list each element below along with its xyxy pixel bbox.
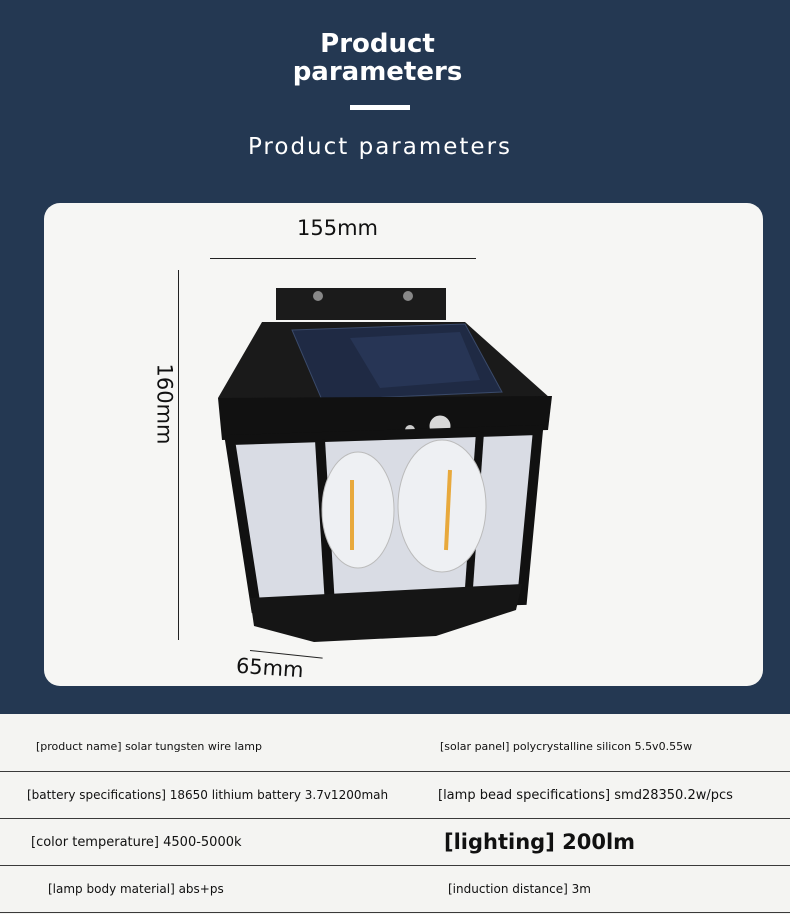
spec-lighting: [lighting] 200lm	[444, 830, 636, 854]
width-dimension-line	[210, 258, 476, 259]
spec-battery: [battery specifications] 18650 lithium battery 3.7v1200mah	[27, 788, 389, 802]
depth-dimension-label: 65mm	[235, 653, 305, 683]
spec-lamp-body-material: [lamp body material] abs+ps	[48, 882, 224, 896]
table-row	[0, 866, 790, 913]
spec-induction-distance: [induction distance] 3m	[448, 882, 591, 896]
page-title-line-2: parameters	[292, 57, 463, 87]
width-dimension-label: 155mm	[297, 216, 378, 240]
screw-icon	[313, 291, 323, 301]
spec-product-name: [product name] solar tungsten wire lamp	[36, 740, 262, 753]
height-dimension-label: 160mm	[152, 363, 177, 445]
spec-color-temperature: [color temperature] 4500-5000k	[31, 834, 242, 850]
page-subtitle: Product parameters	[247, 134, 513, 160]
title-underline	[350, 105, 410, 110]
table-row	[0, 819, 790, 866]
height-dimension-line	[178, 270, 179, 640]
specs-table	[0, 722, 790, 913]
page-title	[0, 30, 755, 86]
table-row	[0, 722, 790, 772]
screw-icon	[403, 291, 413, 301]
spec-solar-panel: [solar panel] polycrystalline silicon 5.5v0.55w	[440, 740, 693, 753]
page-title-line-1: Product	[320, 29, 435, 59]
solar-wall-lamp-image	[210, 280, 560, 650]
lamp-mount	[276, 288, 446, 320]
table-row	[0, 772, 790, 819]
bulb-right	[398, 440, 486, 572]
spec-lamp-bead: [lamp bead specifications] smd28350.2w/pcs	[438, 787, 733, 803]
bulb-left	[322, 452, 394, 568]
